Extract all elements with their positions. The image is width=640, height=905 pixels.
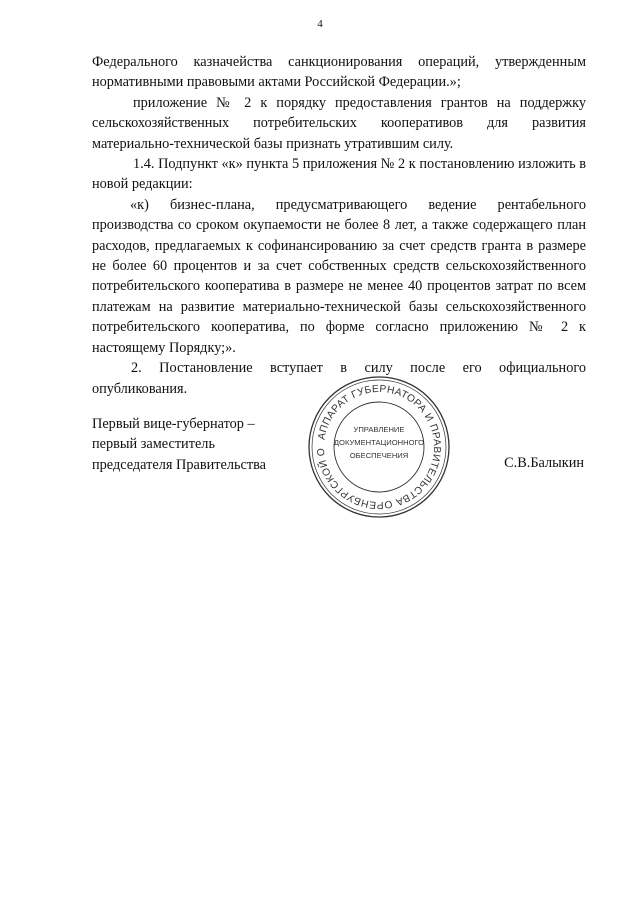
signatory-name: С.В.Балыкин bbox=[504, 455, 584, 471]
signatory-position-line: Первый вице-губернатор – bbox=[92, 416, 255, 432]
official-stamp bbox=[306, 374, 452, 520]
signatory-position bbox=[92, 414, 266, 475]
stamp-center-line: УПРАВЛЕНИЕ bbox=[353, 425, 405, 434]
paragraph-item-1-4: 1.4. Подпункт «к» пункта 5 приложения № 2 к постановлению изложить в новой редакции: bbox=[92, 156, 586, 193]
page-number: 4 bbox=[317, 18, 323, 30]
signatory-position-line: председателя Правительства bbox=[92, 456, 267, 473]
signatory-position-line: первый заместитель bbox=[92, 436, 215, 453]
document-body bbox=[92, 52, 586, 399]
stamp-seal bbox=[306, 374, 452, 520]
paragraph-appendix-void: приложение № 2 к порядку предоставления грантов на поддержку сельскохозяйственных потребительских кооперативов для развития материально-технической базы признать утратившим силу. bbox=[92, 94, 586, 152]
stamp-center-line: ДОКУМЕНТАЦИОННОГО bbox=[333, 438, 425, 447]
paragraph-continuation: Федерального казначейства санкционирования операций, утвержденным нормативными правовыми актами Российской Федерации.»; bbox=[92, 54, 586, 91]
stamp-center-line: ОБЕСПЕЧЕНИЯ bbox=[349, 451, 409, 460]
paragraph-subitem-k: «к) бизнес-плана, предусматривающего ведение рентабельного производства со сроком окупаемости не более 8 лет, а также содержащего план расходов, предлагаемых к софинансированию за счет средств гранта в размере не более 60 процентов и за счет собственных средств сельскохозяйственного потребительского кооператива в размере не менее 40 процентов затрат по всем платежам на развитие материально-технической базы сельскохозяйственного потребительского кооператива, по форме согласно приложению № 2 к настоящему Порядку;». bbox=[92, 196, 586, 356]
stamp-ring-text: АППАРАТ ГУБЕРНАТОРА И ПРАВИТЕЛЬСТВА ОРЕНБУРГСКОЙ О bbox=[315, 383, 443, 511]
paragraph-effective-date: 2. Постановление вступает в силу после его официального опубликования. bbox=[92, 360, 586, 397]
